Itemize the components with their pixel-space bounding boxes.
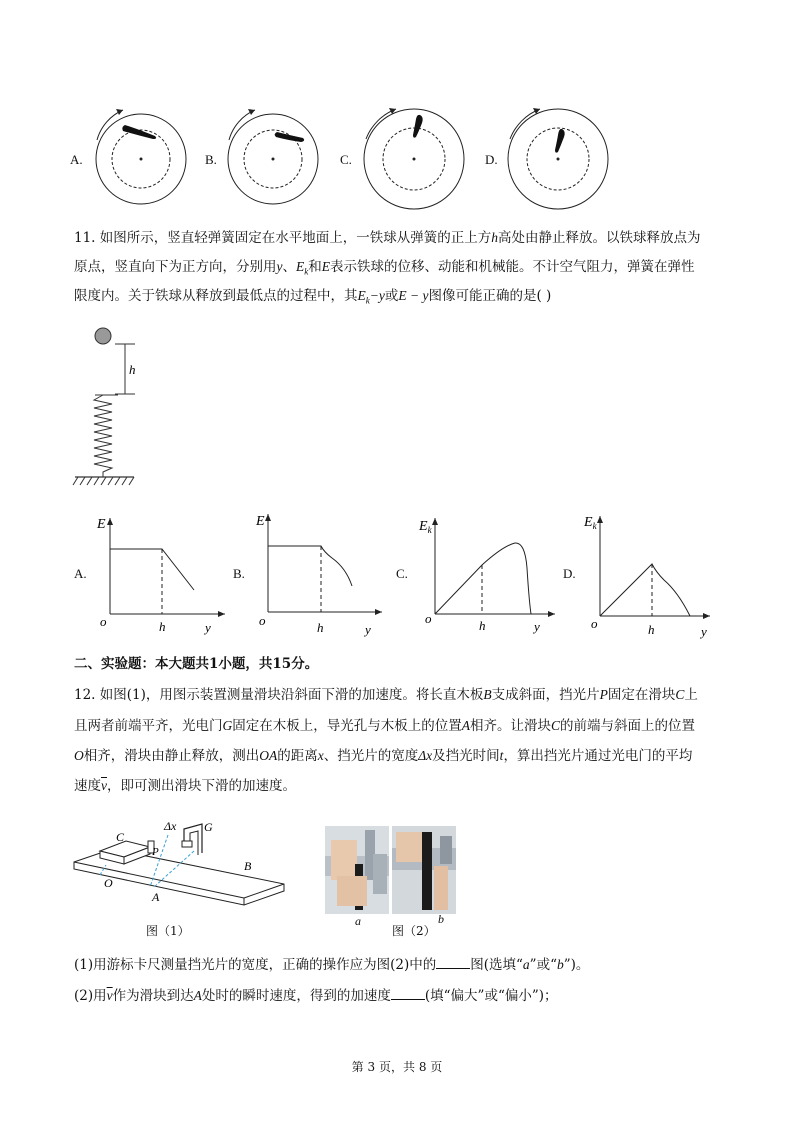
page-footer: 第 3 页，共 8 页 bbox=[351, 1060, 443, 1074]
option-b-disc-figure bbox=[225, 105, 325, 213]
figure-2-photo-a bbox=[325, 826, 389, 914]
fig1-label-a: A bbox=[152, 890, 160, 904]
graph-b-ylabel: E bbox=[256, 514, 265, 529]
fig1-label-c: C bbox=[116, 830, 125, 844]
spring-ball-figure bbox=[70, 322, 150, 492]
graph-d-xlabel: y bbox=[701, 624, 707, 639]
option-d-label: D. bbox=[485, 152, 498, 167]
fig1-label-g: G bbox=[204, 820, 213, 834]
iron-ball bbox=[95, 328, 111, 344]
graph-d-label: D. bbox=[563, 566, 576, 581]
q12-line-3: O相齐，滑块由静止释放，测出OA的距离x、挡光片的宽度Δx及挡光时间t，算出挡光片通过光电门的平均 bbox=[74, 748, 693, 764]
fig1-label-b: B bbox=[244, 859, 252, 873]
graph-a-xlabel: y bbox=[205, 620, 211, 635]
figure-1-caption: 图（1） bbox=[146, 924, 190, 938]
q11-line-2: 原点，竖直向下为正方向，分别用y、$E_k$和E表示铁球的位移、动能和机械能。不计空气阻力，弹簧在弹性 bbox=[74, 259, 695, 277]
q12-sub-2: (2)用$\overline{v}$作为滑块到达A处时的瞬时速度，得到的加速度 (填“偏大”或“偏小”)； bbox=[74, 982, 558, 1010]
fig1-label-dx: Δx bbox=[164, 819, 177, 833]
graph-a-figure bbox=[90, 510, 230, 640]
option-d-disc-figure bbox=[503, 105, 613, 213]
figure-2-caption: 图（2） bbox=[392, 924, 436, 938]
spring-h-label: h bbox=[129, 362, 136, 377]
graph-a-label: A. bbox=[74, 566, 87, 581]
graph-c-origin: o bbox=[425, 611, 432, 626]
graph-c-ylabel: $E_k$ bbox=[419, 519, 432, 535]
graph-a-origin: o bbox=[100, 614, 107, 629]
q12-line-1: 12. 如图(1)，用图示装置测量滑块沿斜面下滑的加速度。将长直木板B支成斜面，挡光片P固定在滑块C上 bbox=[74, 687, 698, 703]
graph-c-xlabel: y bbox=[534, 619, 540, 634]
graph-d-origin: o bbox=[591, 616, 598, 631]
option-b-label: B. bbox=[205, 152, 217, 167]
figure-2-label-b: b bbox=[438, 912, 444, 926]
graph-c-figure bbox=[415, 510, 565, 640]
graph-c-label: C. bbox=[396, 566, 408, 581]
rotation-options-row bbox=[70, 105, 510, 215]
answer-blank-2[interactable] bbox=[391, 985, 425, 1000]
graph-c-xtick: h bbox=[479, 618, 486, 633]
graph-d-figure bbox=[580, 508, 720, 640]
option-c-disc-figure bbox=[360, 105, 470, 213]
graph-b-label: B. bbox=[233, 566, 245, 581]
fig1-label-o: O bbox=[104, 876, 113, 890]
q12-sub-1: (1)用游标卡尺测量挡光片的宽度，正确的操作应为图(2)中的 图(选填“a”或“b”)。 bbox=[74, 951, 589, 979]
option-a-label: A. bbox=[70, 152, 83, 167]
figure-2-label-a: a bbox=[355, 914, 361, 928]
q12-line-2: 且两者前端平齐，光电门G固定在木板上，导光孔与木板上的位置A相齐。让滑块C的前端与斜面上的位置 bbox=[74, 718, 696, 734]
graph-a-xtick: h bbox=[159, 619, 166, 634]
graph-d-xtick: h bbox=[648, 622, 655, 637]
section-2-heading: 二、实验题：本大题共1小题，共15分。 bbox=[74, 656, 319, 672]
graph-b-origin: o bbox=[259, 613, 266, 628]
q12-line-4: 速度$\overline{v}$，即可测出滑块下滑的加速度。 bbox=[74, 778, 296, 794]
answer-blank-1[interactable] bbox=[436, 954, 470, 969]
graph-b-xtick: h bbox=[317, 620, 324, 635]
option-c-label: C. bbox=[340, 152, 352, 167]
graph-d-ylabel: $E_k$ bbox=[584, 515, 597, 531]
graph-a-ylabel: E bbox=[97, 517, 106, 532]
figure-2-photo-b bbox=[392, 826, 456, 914]
graph-b-xlabel: y bbox=[365, 622, 371, 637]
q11-line-3: 限度内。关于铁球从释放到最低点的过程中，其$E_k-y$或E − y图像可能正确的是( ) bbox=[74, 288, 552, 306]
fig1-label-p: P bbox=[152, 846, 159, 858]
option-a-disc-figure bbox=[95, 105, 195, 213]
graph-b-figure bbox=[250, 508, 390, 640]
q11-line-1: 11. 如图所示，竖直轻弹簧固定在水平地面上，一铁球从弹簧的正上方h高处由静止释放。以铁球释放点为 bbox=[74, 230, 701, 246]
